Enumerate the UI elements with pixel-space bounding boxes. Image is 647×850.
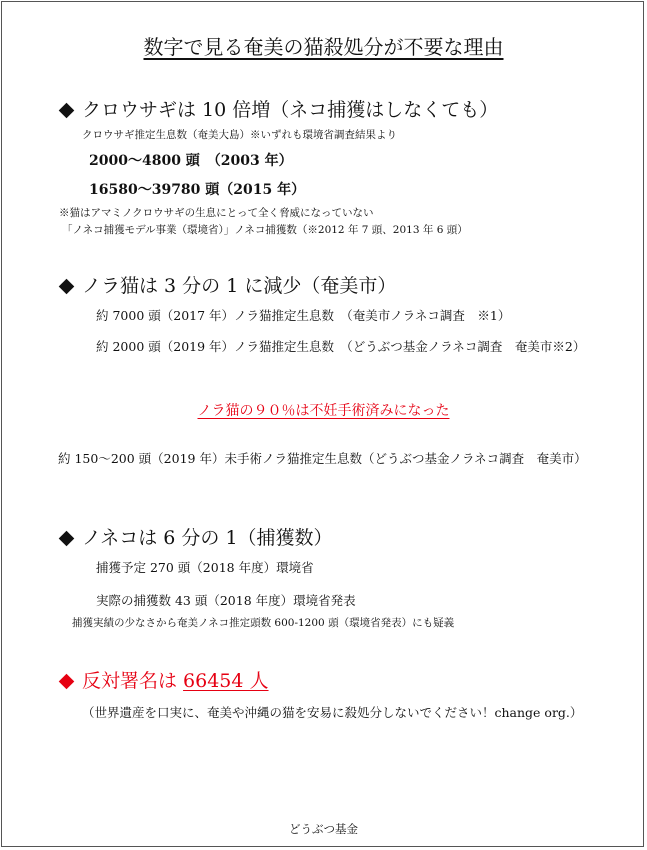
section1-line1: 2000～4800 頭 （2003 年） <box>89 153 293 169</box>
section1-note1: ※猫はアマミノクロウサギの生息にとって全く脅威になっていない <box>59 207 374 219</box>
section4-note: （世界遺産を口実に、奄美や沖縄の猫を安易に殺処分しないでください！change org.） <box>82 705 583 720</box>
section2-line2: 約 2000 頭（2019 年）ノラ猫推定生息数 （どうぶつ基金ノラネコ調査 奄美市※2） <box>96 339 586 354</box>
section3-line2: 実際の捕獲数 43 頭（2018 年度）環境省発表 <box>96 593 356 608</box>
section1-note2: 「ノネコ捕獲モデル事業（環境省）」ノネコ捕獲数（※2012 年 7 頭、2013 年 6 頭） <box>62 224 468 236</box>
signature-count: 66454 人 <box>183 670 269 692</box>
section1-heading: クロウサギは 10 倍増（ネコ捕獲はしなくても） <box>56 95 498 122</box>
diamond-icon <box>59 102 75 118</box>
section3-heading: ノネコは 6 分の 1（捕獲数） <box>56 523 333 550</box>
section3-line1: 捕獲予定 270 頭（2018 年度）環境省 <box>96 560 314 575</box>
section2-highlight: ノラ猫の９０％は不妊手術済みになった <box>197 403 450 419</box>
page-title: 数字で見る奄美の猫殺処分が不要な理由 <box>143 35 504 59</box>
section2-line1: 約 7000 頭（2017 年）ノラ猫推定生息数 （奄美市ノラネコ調査 ※1） <box>96 308 511 323</box>
diamond-icon <box>59 673 75 689</box>
section2-heading: ノラ猫は 3 分の 1 に減少（奄美市） <box>56 271 396 298</box>
diamond-icon <box>59 278 75 294</box>
diamond-icon <box>59 530 75 546</box>
section1-line2: 16580～39780 頭（2015 年） <box>89 182 306 198</box>
section4-heading: 反対署名は 66454 人 <box>56 666 269 693</box>
section3-line3: 捕獲実績の少なさから奄美ノネコ推定頭数 600-1200 頭（環境省発表）にも疑義 <box>72 617 455 629</box>
footer-credit: どうぶつ基金 <box>289 822 358 836</box>
section2-line3: 約 150～200 頭（2019 年）未手術ノラ猫推定生息数（どうぶつ基金ノラネコ調査 奄美市） <box>58 451 587 466</box>
section1-subnote: クロウサギ推定生息数（奄美大島）※いずれも環境省調査結果より <box>82 129 397 141</box>
